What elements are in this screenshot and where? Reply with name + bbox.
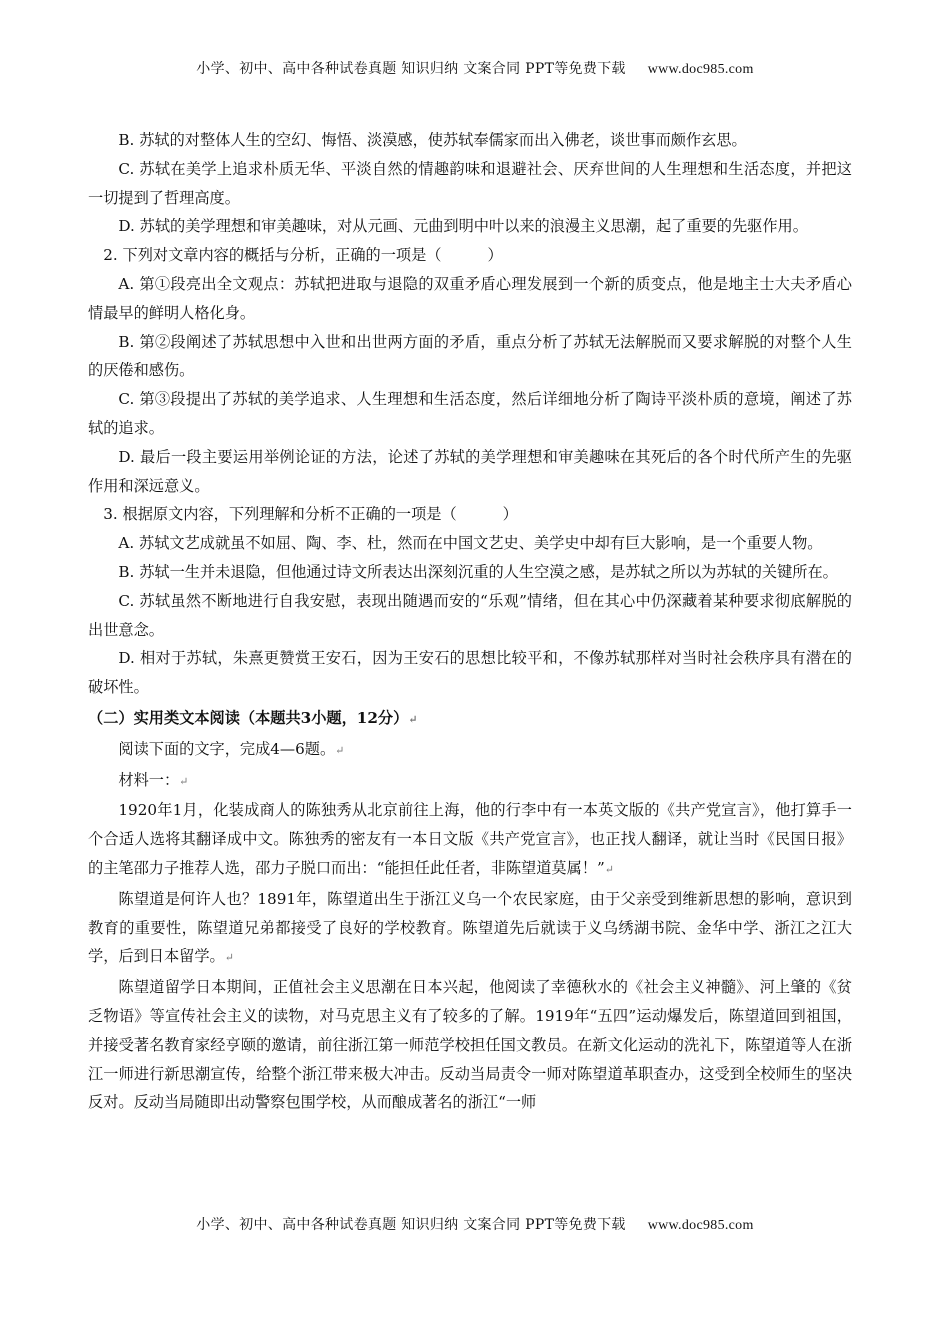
q3-option-a: A. 苏轼文艺成就虽不如屈、陶、李、杜，然而在中国文艺史、美学史中却有巨大影响，是一个重要人物。 [118,534,823,553]
paragraph-mark-icon: ↵ [408,712,418,726]
footer-site-link[interactable]: www.doc985.com [647,1218,754,1233]
document-body [88,126,852,1117]
paragraph-mark-icon: ↵ [224,951,234,965]
question-3-stem-close: ） [502,505,518,524]
material-paragraph-1 [88,796,852,884]
q3-option-d: D. 相对于苏轼，朱熹更赞赏王安石，因为王安石的思想比较平和，不像苏轼那样对当时社会秩序具有潜在的破坏性。 [88,649,852,697]
q2-option-c: C. 第③段提出了苏轼的美学追求、人生理想和生活态度，然后详细地分析了陶诗平淡朴质的意境，阐述了苏轼的追求。 [88,390,852,437]
section-2-title [88,704,852,735]
question-2-stem-text: 2. 下列对文章内容的概括与分析，正确的一项是（ [103,246,442,265]
paragraph-mark-icon: ↵ [604,862,614,876]
q3-option-b: B. 苏轼一生并未退隐，但他通过诗文所表达出深刻沉重的人生空漠之感，是苏轼之所以为苏轼的关键所在。 [118,562,838,581]
q2-option-a: A. 第①段亮出全文观点：苏轼把进取与退隐的双重矛盾心理发展到一个新的质变点，他是地主士大夫矛盾心情最早的鲜明人格化身。 [88,274,852,322]
material-paragraph-2 [88,885,852,973]
section-2-instruction-text: 阅读下面的文字，完成4—6题。 [118,739,336,758]
footer-text: 小学、初中、高中各种试卷真题 知识归纳 文案合同 PPT等免费下载 [196,1217,626,1233]
section-2-instruction [88,735,852,766]
question-3-stem-text: 3. 根据原文内容，下列理解和分析不正确的一项是（ [103,505,457,524]
paragraph-mark-icon: ↵ [179,774,189,788]
header-text: 小学、初中、高中各种试卷真题 知识归纳 文案合同 PPT等免费下载 [196,61,626,77]
page-header [0,58,950,78]
q1-option-d: D. 苏轼的美学理想和审美趣味，对从元画、元曲到明中叶以来的浪漫主义思潮，起了重要的先驱作用。 [118,217,808,236]
q2-option-b: B. 第②段阐述了苏轼思想中入世和出世两方面的矛盾，重点分析了苏轼无法解脱而又要求解脱的对整个人生的厌倦和感伤。 [88,332,852,380]
question-3-stem [88,500,852,529]
header-site-link[interactable]: www.doc985.com [647,62,754,77]
q2-option-d: D. 最后一段主要运用举例论证的方法，论述了苏轼的美学理想和审美趣味在其死后的各个时代所产生的先驱作用和深远意义。 [88,447,852,495]
material-paragraph-3: 陈望道留学日本期间，正值社会主义思潮在日本兴起，他阅读了幸德秋水的《社会主义神髓》、河上肇的《贫乏物语》等宣传社会主义的读物，对马克思主义有了较多的了解。1919年“五四”运动爆发后，陈望道回到祖国，并接受著名教育家经亨颐的邀请，前往浙江第一师范学校担任国文教员。在新文化运动的洗礼下，陈望道等人在浙江一师进行新思潮宣传，给整个浙江带来极大冲击。反动当局责令一师对陈望道革职查办，这受到全校师生的坚决反对。反动当局随即出动警察包围学校，从而酿成著名的浙江“一师 [88,978,852,1112]
question-2-stem [88,241,852,270]
material-1-label-text: 材料一： [118,770,180,789]
paragraph-mark-icon: ↵ [335,743,345,757]
q1-option-b: B. 苏轼的对整体人生的空幻、悔悟、淡漠感，使苏轼奉儒家而出入佛老，谈世事而颇作玄思。 [118,131,747,149]
material-paragraph-2-text: 陈望道是何许人也？1891年，陈望道出生于浙江义乌一个农民家庭，由于父亲受到维新思想的影响，意识到教育的重要性，陈望道兄弟都接受了良好的学校教育。陈望道先后就读于义乌绣湖书院、金华中学、浙江之江大学，后到日本留学。 [88,889,852,966]
question-2-stem-close: ） [487,246,503,265]
page-footer [0,1214,950,1234]
q1-option-c: C. 苏轼在美学上追求朴质无华、平淡自然的情趣韵味和退避社会、厌弃世间的人生理想和生活态度，并把这一切提到了哲理高度。 [88,159,852,207]
section-2-title-text: （二）实用类文本阅读（本题共3小题，12分） [88,708,409,727]
material-1-label [88,766,852,797]
q3-option-c: C. 苏轼虽然不断地进行自我安慰，表现出随遇而安的“乐观”情绪，但在其心中仍深藏着某种要求彻底解脱的出世意念。 [88,591,852,639]
material-paragraph-1-text: 1920年1月，化装成商人的陈独秀从北京前往上海，他的行李中有一本英文版的《共产党宣言》，他打算手一个合适人选将其翻译成中文。陈独秀的密友有一本日文版《共产党宣言》，也正找人翻译，就让当时《民国日报》的主笔邵力子推荐人选，邵力子脱口而出：“能担任此任者，非陈望道莫属！” [88,801,852,877]
